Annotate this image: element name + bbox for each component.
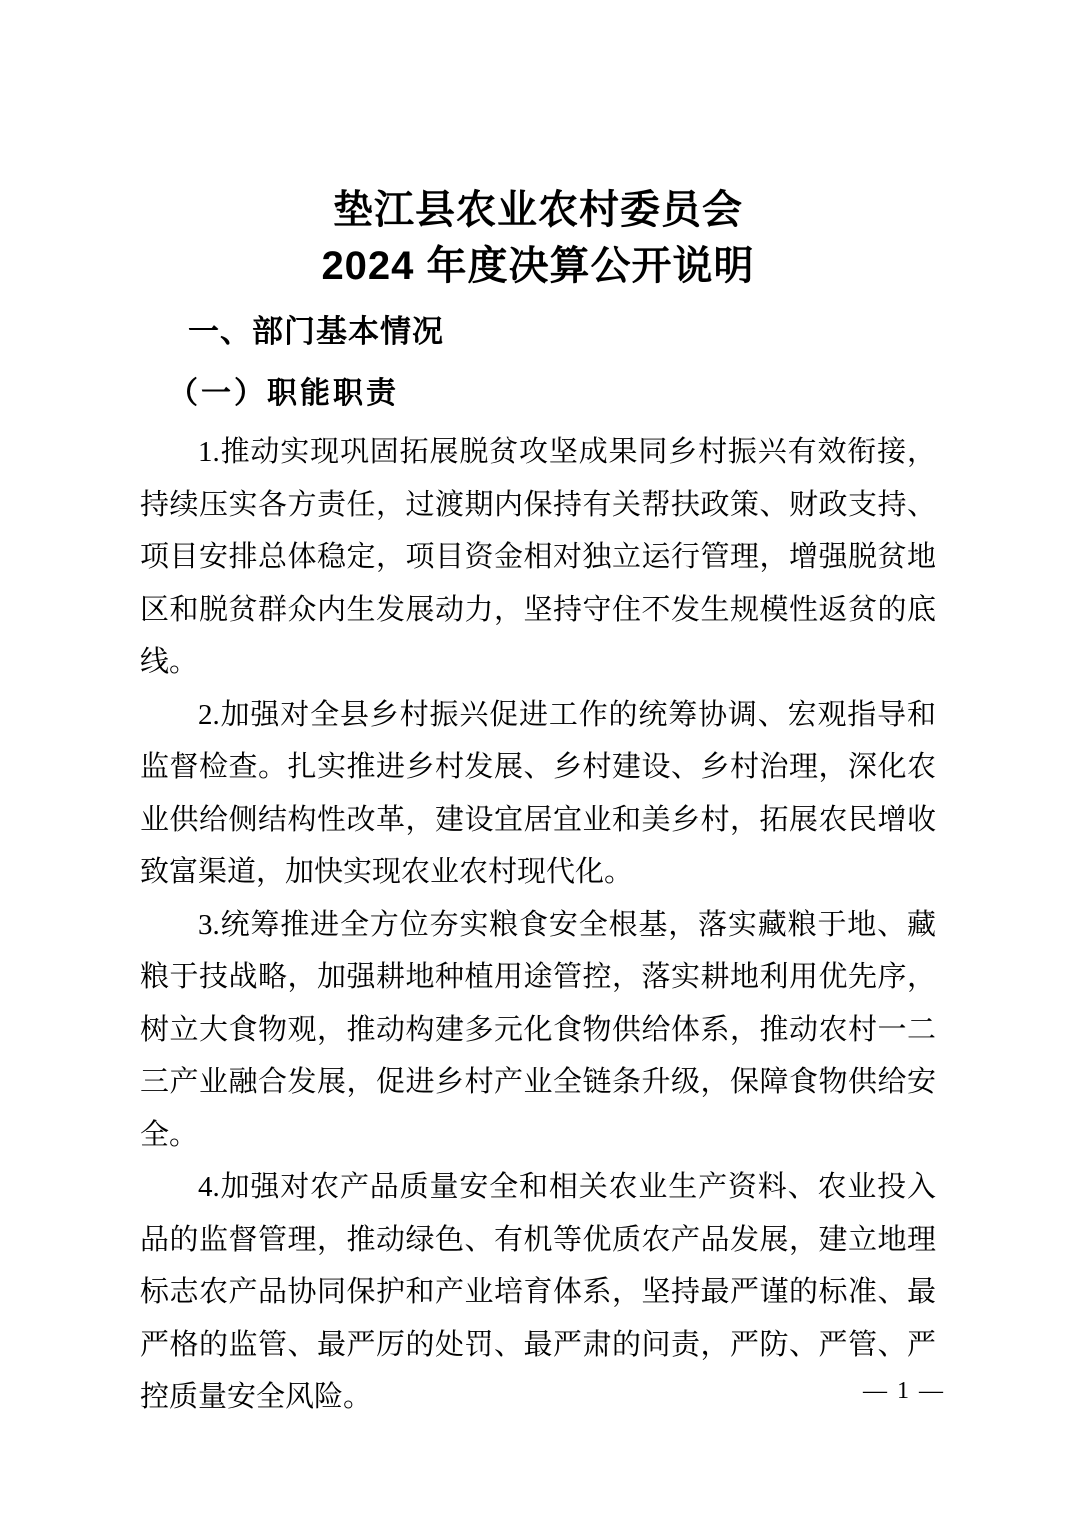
paragraph-1: 1.推动实现巩固拓展脱贫攻坚成果同乡村振兴有效衔接，持续压实各方责任，过渡期内保持有关帮扶政策、财政支持、项目安排总体稳定，项目资金相对独立运行管理，增强脱贫地区和脱贫群众内生发展动力，坚持守住不发生规模性返贫的底线。 <box>140 436 936 678</box>
page-number: — 1 — <box>863 1378 945 1404</box>
subsection-heading-functions-duties: （一）职能职责 <box>168 377 399 410</box>
document-title-line-1: 垫江县农业农村委员会 <box>333 188 743 232</box>
paragraph-2: 2.加强对全县乡村振兴促进工作的统筹协调、宏观指导和监督检查。扎实推进乡村发展、乡村建设、乡村治理，深化农业供给侧结构性改革，建设宜居宜业和美乡村，拓展农民增收致富渠道，加快实现农业农村现代化。 <box>140 698 936 888</box>
body-text <box>140 426 936 1424</box>
paragraph-3: 3.统筹推进全方位夯实粮食安全根基，落实藏粮于地、藏粮于技战略，加强耕地种植用途管控，落实耕地利用优先序，树立大食物观，推动构建多元化食物供给体系，推动农村一二三产业融合发展，促进乡村产业全链条升级，保障食物供给安全。 <box>140 908 936 1151</box>
document-title <box>140 182 936 294</box>
paragraph-4: 4.加强对农产品质量安全和相关农业生产资料、农业投入品的监督管理，推动绿色、有机等优质农产品发展，建立地理标志农产品协同保护和产业培育体系，坚持最严谨的标准、最严格的监管、最严厉的处罚、最严肃的问责，严防、严管、严控质量安全风险。 <box>140 1171 936 1413</box>
section-heading-basic-information: 一、部门基本情况 <box>188 314 444 349</box>
document-title-line-2: 2024 年度决算公开说明 <box>321 244 755 288</box>
